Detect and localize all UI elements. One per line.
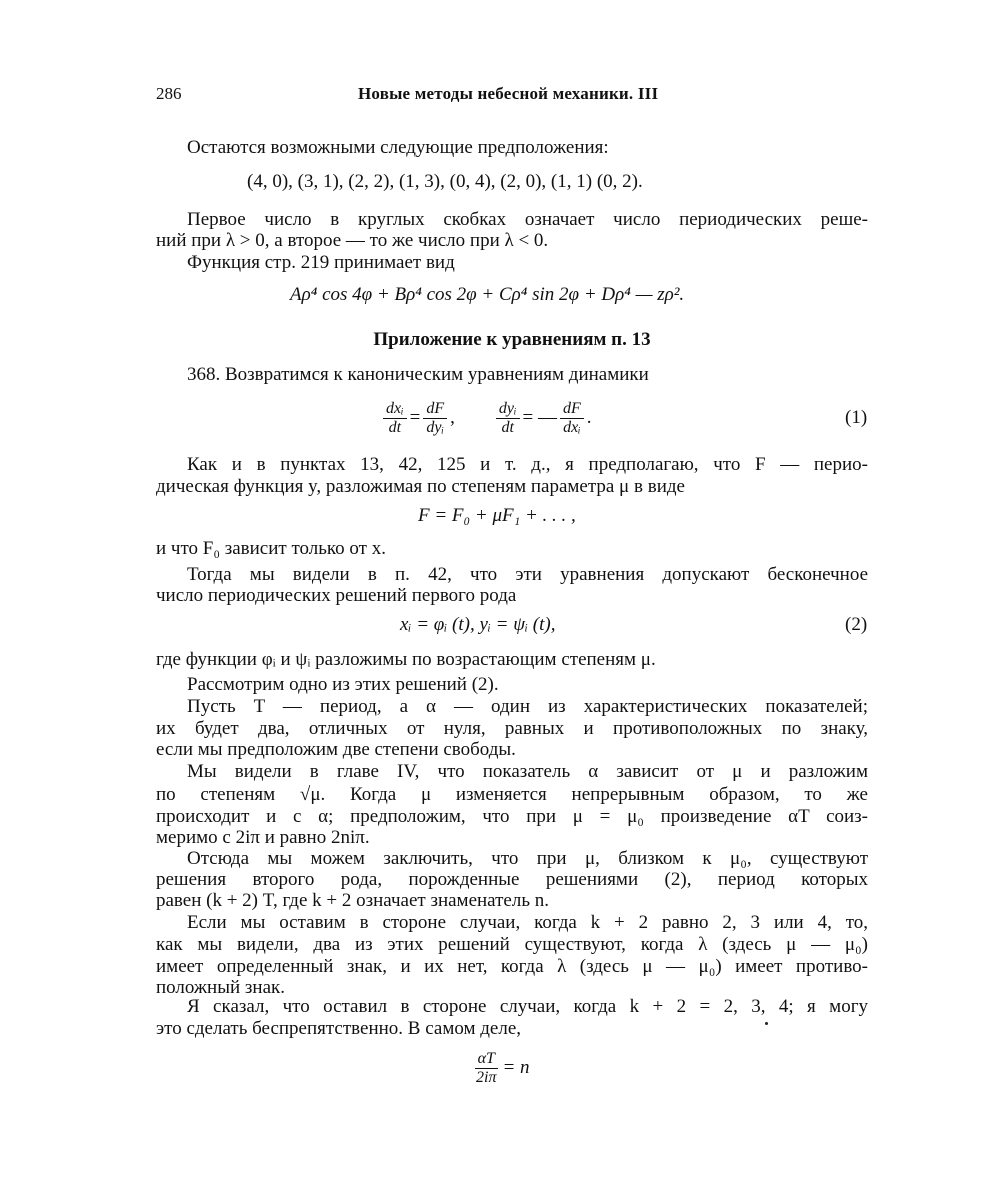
formula-line: Aρ⁴ cos 4φ + Bρ⁴ cos 2φ + Cρ⁴ sin 2φ + Dρ⁴ — zρ². (290, 284, 685, 305)
page-number: 286 (156, 84, 182, 103)
text-line: Рассмотрим одно из этих решений (2). (187, 674, 499, 695)
text-line: ний при λ > 0, а второе — то же число при λ < 0. (156, 230, 549, 251)
text-line: происходит и с α; предположим, что при μ = μ₀ произведение αT соиз- (156, 806, 868, 827)
equation-number: (1) (845, 407, 868, 428)
text-line: меримо с 2iπ и равно 2niπ. (156, 827, 370, 848)
numerator: dF (423, 400, 447, 419)
text-line: равен (k + 2) T, где k + 2 означает знаменатель n. (156, 890, 549, 911)
text-line: решения второго рода, порожденные решениями (2), период которых (156, 869, 868, 890)
equation-number: (2) (845, 614, 868, 635)
equals-sign: = (409, 407, 421, 428)
denominator: 2iπ (476, 1068, 497, 1086)
denominator: dyᵢ (426, 418, 445, 436)
fraction (496, 400, 520, 437)
text-line: и что F₀ зависит только от x. (156, 538, 386, 559)
text-line: Я сказал, что оставил в стороне случаи, когда k + 2 = 2, 3, 4; я могу (187, 996, 868, 1017)
formula-line: xᵢ = φᵢ (t), yᵢ = ψᵢ (t), (400, 614, 556, 635)
numerator: dF (560, 400, 584, 419)
text-line: Первое число в круглых скобках означает число периодических реше- (187, 209, 868, 230)
running-title: Новые методы небесной механики. III (358, 84, 659, 103)
text-line: Остаются возможными следующие предположения: (187, 137, 609, 158)
stray-dot (765, 1022, 768, 1025)
fraction (423, 400, 447, 437)
fraction (383, 400, 407, 437)
numerator: dxᵢ (383, 400, 407, 419)
text-line: Тогда мы видели в п. 42, что эти уравнения допускают бесконечное (187, 564, 868, 585)
right-hand-side: = n (502, 1057, 530, 1078)
text-line: дическая функция y, разложимая по степеням параметра μ в виде (156, 476, 685, 497)
denominator: dt (501, 418, 514, 436)
text-line: по степеням √μ. Когда μ изменяется непрерывным образом, то же (156, 784, 868, 805)
text-line: 368. Возвратимся к каноническим уравнениям динамики (187, 364, 649, 385)
text-line: их будет два, отличных от нуля, равных и противоположных по знаку, (156, 718, 868, 739)
period: . (586, 407, 592, 428)
text-line: Если мы оставим в стороне случаи, когда k + 2 равно 2, 3 или 4, то, (187, 912, 868, 933)
denominator: dxᵢ (563, 418, 581, 436)
numerator: αT (475, 1050, 498, 1069)
section-title: Приложение к уравнениям п. 13 (373, 329, 651, 350)
text-line: где функции φᵢ и ψᵢ разложимы по возрастающим степеням μ. (156, 649, 656, 670)
text-line: положный знак. (156, 977, 285, 998)
equation-3 (470, 1046, 530, 1090)
text-line: Отсюда мы можем заключить, что при μ, близком к μ₀, существуют (187, 848, 868, 869)
fraction (560, 400, 584, 437)
text-line: (4, 0), (3, 1), (2, 2), (1, 3), (0, 4), (2, 0), (1, 1) (0, 2). (247, 171, 643, 192)
formula-line: F = F₀ + μF₁ + . . . , (418, 505, 576, 526)
fraction (473, 1050, 499, 1087)
numerator: dyᵢ (496, 400, 520, 419)
text-line: это сделать беспрепятственно. В самом деле, (156, 1018, 522, 1039)
text-line: Пусть T — период, а α — один из характеристических показателей; (187, 696, 868, 717)
text-line: если мы предположим две степени свободы. (156, 739, 516, 760)
equation-1 (380, 396, 592, 440)
equals-minus: = — (522, 407, 557, 428)
comma: , (450, 407, 455, 428)
text-line: Мы видели в главе IV, что показатель α зависит от μ и разложим (187, 761, 868, 782)
text-line: как мы видели, два из этих решений существуют, когда λ (здесь μ — μ₀) (156, 934, 868, 955)
denominator: dt (388, 418, 402, 436)
text-line: имеет определенный знак, и их нет, когда λ (здесь μ — μ₀) имеет противо- (156, 956, 868, 977)
text-line: Как и в пунктах 13, 42, 125 и т. д., я предполагаю, что F — перио- (187, 454, 868, 475)
text-line: число периодических решений первого рода (156, 585, 517, 606)
text-line: Функция стр. 219 принимает вид (187, 252, 455, 273)
